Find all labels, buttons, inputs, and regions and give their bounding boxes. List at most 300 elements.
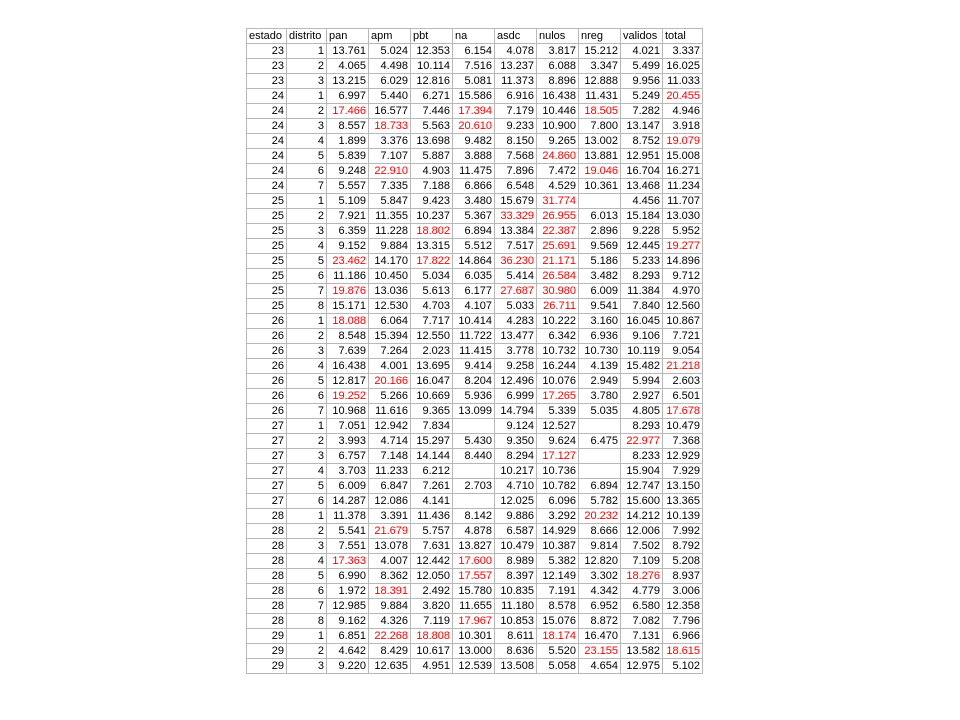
table-cell-na: 10.414 [453, 314, 495, 329]
table-cell-na: 11.475 [453, 164, 495, 179]
table-cell-pbt: 12.353 [411, 44, 453, 59]
table-row [247, 269, 703, 284]
table-cell-estado: 26 [247, 374, 287, 389]
table-cell-distrito: 3 [287, 344, 327, 359]
table-cell-na: 17.557 [453, 569, 495, 584]
table-row [247, 179, 703, 194]
table-cell-distrito: 6 [287, 269, 327, 284]
table-cell-nreg: 13.881 [579, 149, 621, 164]
table-cell-validos: 16.045 [621, 314, 663, 329]
table-cell-pbt: 12.050 [411, 569, 453, 584]
table-cell-na: 5.430 [453, 434, 495, 449]
table-cell-pan: 23.462 [327, 254, 369, 269]
table-cell-nreg: 6.952 [579, 599, 621, 614]
table-cell-pbt: 12.550 [411, 329, 453, 344]
table-cell-nreg: 2.949 [579, 374, 621, 389]
table-cell-nulos: 4.529 [537, 179, 579, 194]
table-cell-apm: 7.335 [369, 179, 411, 194]
table-cell-na: 6.035 [453, 269, 495, 284]
table-cell-nreg: 9.814 [579, 539, 621, 554]
table-cell-validos: 8.233 [621, 449, 663, 464]
table-row [247, 614, 703, 629]
table-cell-pbt: 3.820 [411, 599, 453, 614]
table-cell-validos: 6.580 [621, 599, 663, 614]
table-cell-na: 12.539 [453, 659, 495, 674]
table-cell-distrito: 5 [287, 374, 327, 389]
table-cell-total: 12.560 [663, 299, 703, 314]
table-row [247, 89, 703, 104]
table-cell-asdc: 3.778 [495, 344, 537, 359]
table-cell-distrito: 2 [287, 524, 327, 539]
table-cell-distrito: 5 [287, 569, 327, 584]
table-cell-total: 3.918 [663, 119, 703, 134]
table-cell-pan: 5.557 [327, 179, 369, 194]
table-cell-apm: 7.107 [369, 149, 411, 164]
table-cell-estado: 25 [247, 239, 287, 254]
table-row [247, 509, 703, 524]
table-cell-nulos: 21.171 [537, 254, 579, 269]
table-cell-apm: 12.942 [369, 419, 411, 434]
table-cell-asdc: 6.587 [495, 524, 537, 539]
table-cell-nreg: 9.569 [579, 239, 621, 254]
table-cell-pbt: 10.617 [411, 644, 453, 659]
table-cell-asdc: 36.230 [495, 254, 537, 269]
table-cell-estado: 28 [247, 509, 287, 524]
table-cell-pbt: 7.119 [411, 614, 453, 629]
table-cell-nreg: 18.505 [579, 104, 621, 119]
column-header-distrito: distrito [287, 29, 327, 44]
table-cell-apm: 13.078 [369, 539, 411, 554]
table-row [247, 569, 703, 584]
table-cell-distrito: 1 [287, 509, 327, 524]
table-cell-total: 10.867 [663, 314, 703, 329]
table-cell-distrito: 6 [287, 584, 327, 599]
table-cell-nulos: 10.446 [537, 104, 579, 119]
table-cell-nreg: 2.896 [579, 224, 621, 239]
table-cell-total: 8.937 [663, 569, 703, 584]
column-header-validos: validos [621, 29, 663, 44]
table-cell-validos: 15.904 [621, 464, 663, 479]
table-cell-asdc: 4.078 [495, 44, 537, 59]
table-cell-estado: 26 [247, 404, 287, 419]
table-cell-total: 19.277 [663, 239, 703, 254]
table-cell-total: 5.102 [663, 659, 703, 674]
table-cell-apm: 15.394 [369, 329, 411, 344]
table-cell-validos: 4.456 [621, 194, 663, 209]
table-cell-distrito: 3 [287, 224, 327, 239]
table-cell-total: 20.455 [663, 89, 703, 104]
table-cell-distrito: 1 [287, 419, 327, 434]
table-cell-pbt: 12.816 [411, 74, 453, 89]
table-cell-pan: 3.993 [327, 434, 369, 449]
table-cell-estado: 24 [247, 149, 287, 164]
table-row [247, 434, 703, 449]
table-cell-estado: 23 [247, 74, 287, 89]
table-cell-asdc: 12.025 [495, 494, 537, 509]
table-cell-validos: 22.977 [621, 434, 663, 449]
table-cell-nulos: 22.387 [537, 224, 579, 239]
table-row [247, 629, 703, 644]
table-cell-total: 9.054 [663, 344, 703, 359]
table-cell-validos: 9.106 [621, 329, 663, 344]
table-cell-pan: 4.642 [327, 644, 369, 659]
table-cell-nreg: 6.475 [579, 434, 621, 449]
table-cell-na: 5.936 [453, 389, 495, 404]
table-cell-na: 5.512 [453, 239, 495, 254]
table-cell-validos: 10.119 [621, 344, 663, 359]
table-cell-nreg: 3.302 [579, 569, 621, 584]
table-cell-apm: 11.355 [369, 209, 411, 224]
table-cell-validos: 2.927 [621, 389, 663, 404]
table-cell-pbt: 14.144 [411, 449, 453, 464]
table-cell-validos: 9.956 [621, 74, 663, 89]
table-cell-asdc: 9.124 [495, 419, 537, 434]
table-cell-distrito: 5 [287, 479, 327, 494]
table-cell-pbt: 4.141 [411, 494, 453, 509]
table-cell-total: 11.234 [663, 179, 703, 194]
table-cell-total: 7.992 [663, 524, 703, 539]
table-cell-na: 13.000 [453, 644, 495, 659]
table-cell-estado: 27 [247, 464, 287, 479]
table-cell-distrito: 7 [287, 284, 327, 299]
table-cell-nulos: 10.076 [537, 374, 579, 389]
table-cell-pan: 9.220 [327, 659, 369, 674]
table-cell-estado: 24 [247, 104, 287, 119]
table-cell-nulos: 10.736 [537, 464, 579, 479]
table-cell-nulos: 3.292 [537, 509, 579, 524]
table-cell-validos: 7.131 [621, 629, 663, 644]
table-cell-apm: 4.326 [369, 614, 411, 629]
table-row [247, 224, 703, 239]
table-cell-nulos: 10.387 [537, 539, 579, 554]
table-cell-asdc: 15.679 [495, 194, 537, 209]
table-cell-distrito: 4 [287, 239, 327, 254]
table-cell-nreg: 9.541 [579, 299, 621, 314]
column-header-estado: estado [247, 29, 287, 44]
table-cell-pbt: 13.315 [411, 239, 453, 254]
table-cell-apm: 10.450 [369, 269, 411, 284]
table-cell-estado: 24 [247, 119, 287, 134]
table-cell-estado: 28 [247, 614, 287, 629]
table-cell-asdc: 10.835 [495, 584, 537, 599]
table-cell-apm: 4.714 [369, 434, 411, 449]
table-cell-nulos: 17.127 [537, 449, 579, 464]
table-cell-validos: 12.006 [621, 524, 663, 539]
table-cell-total: 7.721 [663, 329, 703, 344]
table-cell-na: 17.967 [453, 614, 495, 629]
table-cell-distrito: 3 [287, 74, 327, 89]
table-cell-pan: 1.899 [327, 134, 369, 149]
table-cell-estado: 25 [247, 284, 287, 299]
table-cell-distrito: 2 [287, 209, 327, 224]
table-cell-apm: 8.362 [369, 569, 411, 584]
table-cell-nreg [579, 194, 621, 209]
table-cell-pan: 6.851 [327, 629, 369, 644]
table-cell-estado: 24 [247, 89, 287, 104]
table-cell-asdc: 6.916 [495, 89, 537, 104]
table-cell-pan: 10.968 [327, 404, 369, 419]
table-cell-asdc: 7.568 [495, 149, 537, 164]
table-cell-asdc: 13.477 [495, 329, 537, 344]
table-cell-total: 2.603 [663, 374, 703, 389]
table-cell-pbt: 6.212 [411, 464, 453, 479]
table-cell-asdc: 7.517 [495, 239, 537, 254]
table-row [247, 119, 703, 134]
table-cell-apm: 22.268 [369, 629, 411, 644]
table-cell-asdc: 27.687 [495, 284, 537, 299]
table-cell-nulos: 18.174 [537, 629, 579, 644]
table-cell-pan: 16.438 [327, 359, 369, 374]
table-cell-pbt: 6.271 [411, 89, 453, 104]
table-cell-nulos: 26.711 [537, 299, 579, 314]
table-cell-nulos: 6.088 [537, 59, 579, 74]
table-cell-na: 17.394 [453, 104, 495, 119]
table-cell-total: 11.707 [663, 194, 703, 209]
table-row [247, 344, 703, 359]
table-cell-pbt: 7.261 [411, 479, 453, 494]
table-cell-na: 17.600 [453, 554, 495, 569]
column-header-asdc: asdc [495, 29, 537, 44]
table-cell-validos: 11.384 [621, 284, 663, 299]
table-cell-pan: 8.548 [327, 329, 369, 344]
table-cell-validos: 7.840 [621, 299, 663, 314]
table-cell-nulos: 25.691 [537, 239, 579, 254]
column-header-apm: apm [369, 29, 411, 44]
table-cell-pan: 7.639 [327, 344, 369, 359]
table-cell-pan: 12.985 [327, 599, 369, 614]
table-cell-validos: 5.499 [621, 59, 663, 74]
table-cell-nulos: 12.527 [537, 419, 579, 434]
table-cell-pbt: 7.446 [411, 104, 453, 119]
table-cell-asdc: 4.710 [495, 479, 537, 494]
table-cell-total: 3.006 [663, 584, 703, 599]
table-cell-estado: 23 [247, 59, 287, 74]
table-cell-total: 18.615 [663, 644, 703, 659]
table-cell-nreg: 23.155 [579, 644, 621, 659]
table-cell-nreg: 3.780 [579, 389, 621, 404]
table-cell-validos: 4.021 [621, 44, 663, 59]
table-cell-nulos: 24.860 [537, 149, 579, 164]
table-cell-distrito: 2 [287, 644, 327, 659]
table-cell-pbt: 7.717 [411, 314, 453, 329]
table-cell-pan: 19.876 [327, 284, 369, 299]
table-cell-nulos: 7.472 [537, 164, 579, 179]
table-cell-asdc: 11.373 [495, 74, 537, 89]
table-cell-asdc: 33.329 [495, 209, 537, 224]
table-cell-pan: 3.703 [327, 464, 369, 479]
table-cell-pan: 15.171 [327, 299, 369, 314]
table-cell-validos: 12.445 [621, 239, 663, 254]
table-cell-nreg: 3.160 [579, 314, 621, 329]
table-cell-validos: 15.184 [621, 209, 663, 224]
table-row [247, 164, 703, 179]
table-row [247, 584, 703, 599]
table-cell-apm: 12.530 [369, 299, 411, 314]
table-cell-asdc: 9.233 [495, 119, 537, 134]
table-cell-nreg: 3.482 [579, 269, 621, 284]
table-cell-nulos: 5.058 [537, 659, 579, 674]
table-cell-validos: 5.249 [621, 89, 663, 104]
table-cell-nreg: 5.035 [579, 404, 621, 419]
table-cell-na: 11.415 [453, 344, 495, 359]
table-cell-pbt: 5.563 [411, 119, 453, 134]
table-cell-asdc: 7.179 [495, 104, 537, 119]
table-cell-asdc: 8.636 [495, 644, 537, 659]
table-cell-distrito: 2 [287, 329, 327, 344]
table-cell-na: 7.516 [453, 59, 495, 74]
table-cell-pan: 4.065 [327, 59, 369, 74]
table-cell-pan: 12.817 [327, 374, 369, 389]
table-cell-apm: 13.036 [369, 284, 411, 299]
table-cell-pbt: 7.188 [411, 179, 453, 194]
table-cell-asdc: 8.294 [495, 449, 537, 464]
table-row [247, 419, 703, 434]
table-cell-nulos: 14.929 [537, 524, 579, 539]
table-cell-apm: 14.170 [369, 254, 411, 269]
table-cell-apm: 6.029 [369, 74, 411, 89]
table-cell-nreg [579, 449, 621, 464]
table-cell-apm: 3.376 [369, 134, 411, 149]
table-cell-pan: 9.162 [327, 614, 369, 629]
table-row [247, 464, 703, 479]
table-cell-apm: 5.024 [369, 44, 411, 59]
table-cell-nreg: 6.013 [579, 209, 621, 224]
table-cell-apm: 11.616 [369, 404, 411, 419]
table-cell-distrito: 7 [287, 179, 327, 194]
table-cell-estado: 27 [247, 449, 287, 464]
table-cell-pbt: 7.631 [411, 539, 453, 554]
table-cell-distrito: 7 [287, 404, 327, 419]
table-cell-estado: 26 [247, 314, 287, 329]
table-cell-asdc: 8.397 [495, 569, 537, 584]
table-cell-pan: 5.541 [327, 524, 369, 539]
table-cell-pan: 6.990 [327, 569, 369, 584]
table-cell-nreg: 4.654 [579, 659, 621, 674]
table-cell-apm: 12.635 [369, 659, 411, 674]
table-cell-pan: 9.152 [327, 239, 369, 254]
table-cell-nulos: 15.076 [537, 614, 579, 629]
table-cell-na: 5.367 [453, 209, 495, 224]
column-header-pbt: pbt [411, 29, 453, 44]
table-cell-validos: 5.233 [621, 254, 663, 269]
table-cell-asdc: 7.896 [495, 164, 537, 179]
table-cell-na: 14.864 [453, 254, 495, 269]
table-cell-estado: 26 [247, 329, 287, 344]
table-cell-estado: 25 [247, 224, 287, 239]
table-cell-apm: 11.233 [369, 464, 411, 479]
table-cell-total: 6.501 [663, 389, 703, 404]
table-cell-apm: 12.086 [369, 494, 411, 509]
table-cell-nulos: 26.584 [537, 269, 579, 284]
table-cell-estado: 25 [247, 209, 287, 224]
table-cell-pbt: 18.802 [411, 224, 453, 239]
table-cell-estado: 25 [247, 254, 287, 269]
table-cell-validos: 4.779 [621, 584, 663, 599]
table-cell-pan: 13.761 [327, 44, 369, 59]
table-row [247, 74, 703, 89]
table-cell-apm: 6.847 [369, 479, 411, 494]
table-row [247, 599, 703, 614]
table-cell-distrito: 7 [287, 599, 327, 614]
table-cell-distrito: 2 [287, 104, 327, 119]
table-cell-nulos: 10.222 [537, 314, 579, 329]
table-cell-pbt: 2.023 [411, 344, 453, 359]
table-cell-distrito: 1 [287, 314, 327, 329]
table-cell-estado: 28 [247, 554, 287, 569]
table-cell-total: 6.966 [663, 629, 703, 644]
table-cell-validos: 15.600 [621, 494, 663, 509]
table-cell-nulos: 10.900 [537, 119, 579, 134]
table-cell-asdc: 4.283 [495, 314, 537, 329]
table-cell-pbt: 4.703 [411, 299, 453, 314]
table-cell-distrito: 6 [287, 164, 327, 179]
table-cell-validos: 7.082 [621, 614, 663, 629]
table-cell-pbt: 4.903 [411, 164, 453, 179]
table-cell-validos: 12.951 [621, 149, 663, 164]
table-cell-total: 4.946 [663, 104, 703, 119]
table-cell-nreg: 12.820 [579, 554, 621, 569]
table-cell-distrito: 4 [287, 134, 327, 149]
table-cell-na: 4.107 [453, 299, 495, 314]
table-cell-nulos: 8.896 [537, 74, 579, 89]
table-cell-apm: 5.266 [369, 389, 411, 404]
table-cell-asdc: 9.886 [495, 509, 537, 524]
table-cell-validos: 14.212 [621, 509, 663, 524]
table-cell-distrito: 1 [287, 194, 327, 209]
table-cell-pbt: 5.757 [411, 524, 453, 539]
table-cell-pan: 14.287 [327, 494, 369, 509]
table-row [247, 479, 703, 494]
table-cell-nulos: 5.339 [537, 404, 579, 419]
table-cell-pan: 5.109 [327, 194, 369, 209]
table-cell-nreg: 6.894 [579, 479, 621, 494]
table-cell-distrito: 6 [287, 494, 327, 509]
table-cell-validos: 8.752 [621, 134, 663, 149]
data-table [246, 28, 703, 674]
table-cell-pbt: 10.237 [411, 209, 453, 224]
table-cell-na: 2.703 [453, 479, 495, 494]
table-row [247, 329, 703, 344]
column-header-nreg: nreg [579, 29, 621, 44]
table-cell-asdc: 13.384 [495, 224, 537, 239]
table-cell-asdc: 8.611 [495, 629, 537, 644]
table-cell-na [453, 494, 495, 509]
table-cell-asdc: 14.794 [495, 404, 537, 419]
table-cell-total: 10.479 [663, 419, 703, 434]
table-cell-pan: 8.557 [327, 119, 369, 134]
table-cell-estado: 25 [247, 194, 287, 209]
table-cell-validos: 13.147 [621, 119, 663, 134]
table-cell-pan: 17.363 [327, 554, 369, 569]
table-cell-pbt: 5.613 [411, 284, 453, 299]
table-cell-asdc: 5.033 [495, 299, 537, 314]
table-cell-pan: 7.051 [327, 419, 369, 434]
table-cell-nreg: 15.212 [579, 44, 621, 59]
table-row [247, 254, 703, 269]
header-row [247, 29, 703, 44]
table-cell-estado: 28 [247, 599, 287, 614]
table-row [247, 134, 703, 149]
table-cell-asdc: 8.150 [495, 134, 537, 149]
column-header-na: na [453, 29, 495, 44]
table-cell-na: 5.081 [453, 74, 495, 89]
table-cell-apm: 21.679 [369, 524, 411, 539]
table-cell-total: 10.139 [663, 509, 703, 524]
table-cell-asdc: 10.217 [495, 464, 537, 479]
table-cell-total: 13.030 [663, 209, 703, 224]
table-cell-nulos: 5.520 [537, 644, 579, 659]
table-cell-distrito: 5 [287, 254, 327, 269]
